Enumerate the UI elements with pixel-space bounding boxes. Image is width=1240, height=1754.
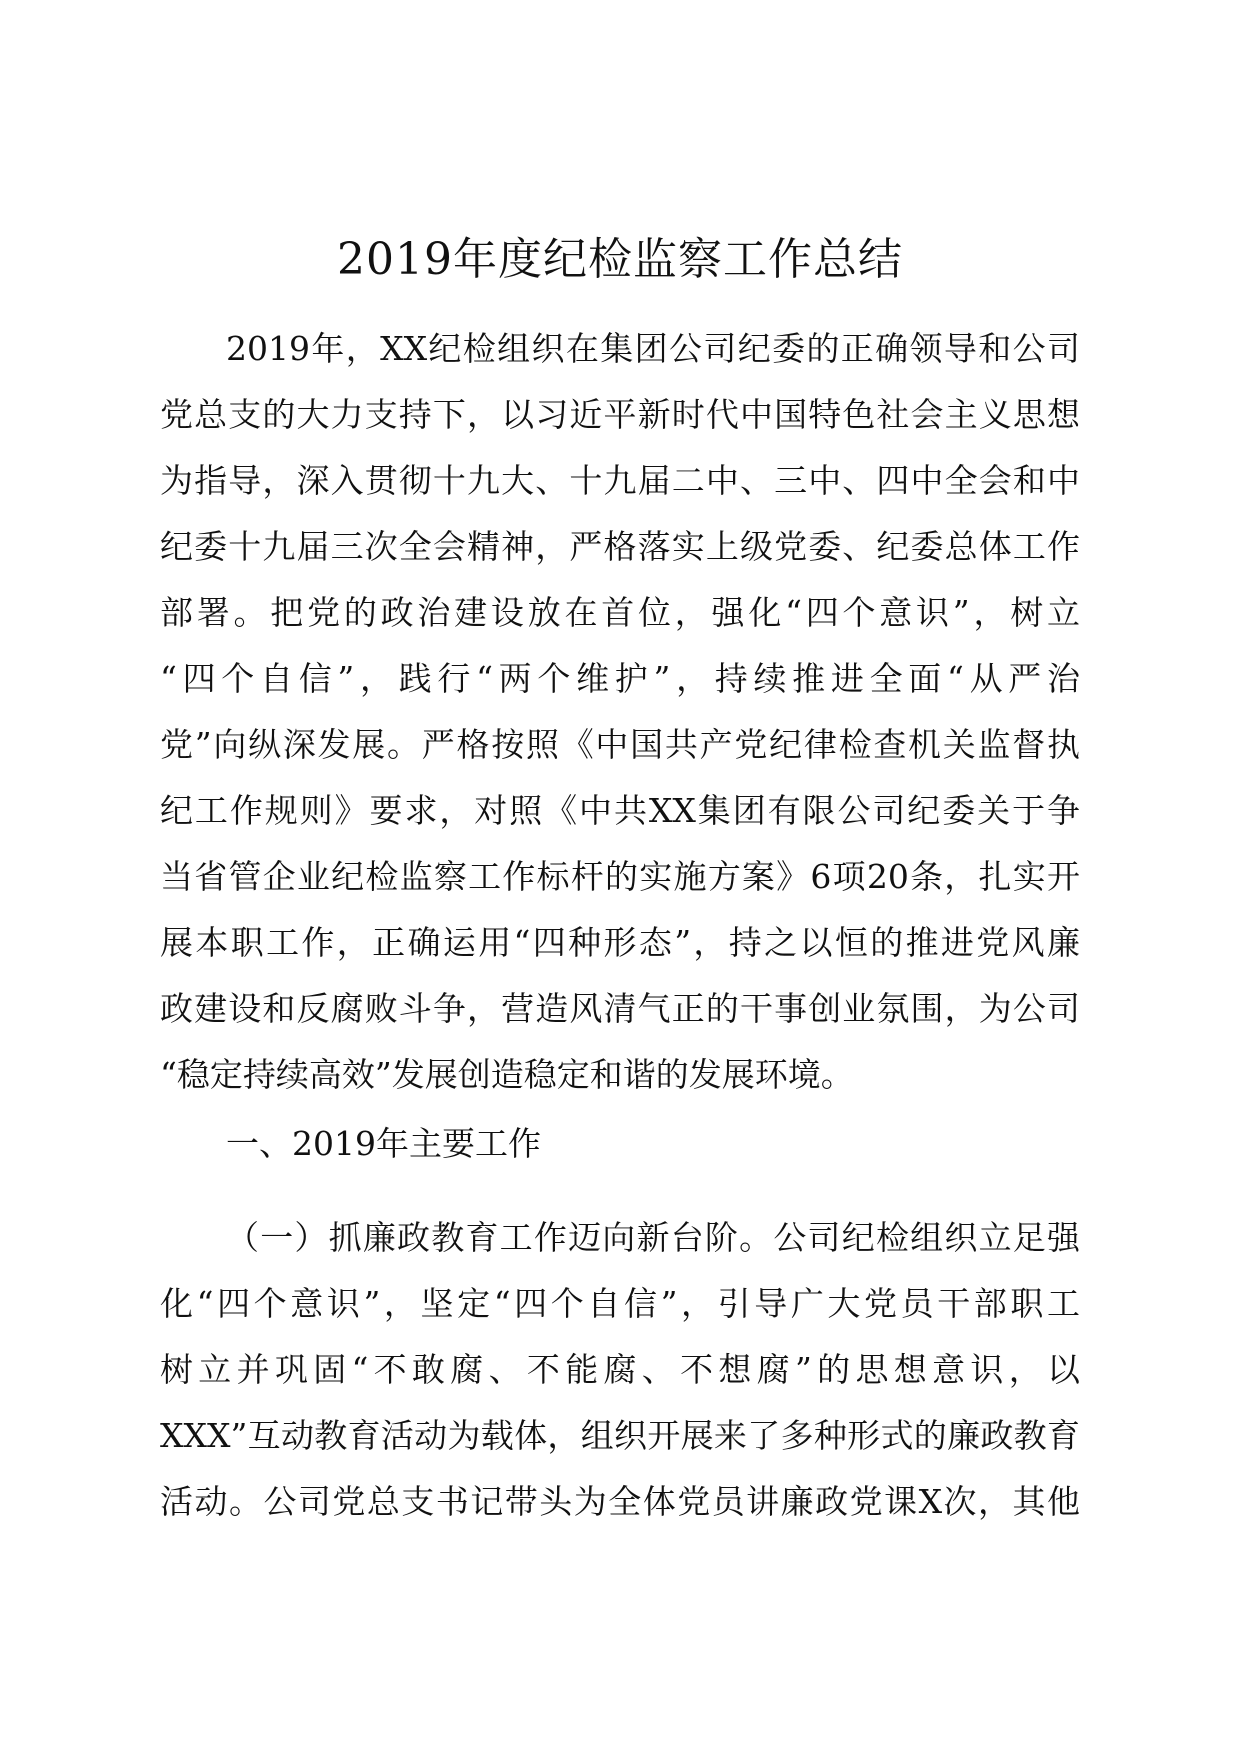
document-title: 2019年度纪检监察工作总结: [337, 234, 903, 285]
paragraph-line: 纪工作规则》要求，对照《中共XX集团有限公司纪委关于争: [160, 791, 1080, 830]
paragraph-line: （一）抓廉政教育工作迈向新台阶。公司纪检组织立足强: [226, 1218, 1080, 1257]
section-heading: 一、2019年主要工作: [226, 1124, 541, 1163]
paragraph-line: “稳定持续高效”发展创造稳定和谐的发展环境。: [160, 1055, 854, 1094]
paragraph-line: 2019年，XX纪检组织在集团公司纪委的正确领导和公司: [226, 329, 1080, 368]
paragraph-line: 展本职工作，正确运用“四种形态”，持之以恒的推进党风廉: [160, 923, 1080, 962]
paragraph-line: 党”向纵深发展。严格按照《中国共产党纪律检查机关监督执: [160, 725, 1080, 764]
paragraph-line: 部署。把党的政治建设放在首位，强化“四个意识”，树立: [160, 593, 1080, 632]
paragraph-line: 党总支的大力支持下，以习近平新时代中国特色社会主义思想: [160, 395, 1080, 434]
paragraph-line: 纪委十九届三次全会精神，严格落实上级党委、纪委总体工作: [160, 527, 1080, 566]
paragraph-line: 活动。公司党总支书记带头为全体党员讲廉政党课X次，其他: [160, 1482, 1080, 1521]
paragraph-line: XXX”互动教育活动为载体，组织开展来了多种形式的廉政教育: [160, 1416, 1080, 1455]
paragraph-line: 政建设和反腐败斗争，营造风清气正的干事创业氛围，为公司: [160, 989, 1080, 1028]
paragraph-line: “四个自信”，践行“两个维护”，持续推进全面“从严治: [160, 659, 1080, 698]
paragraph-intro: [160, 316, 1080, 1108]
paragraph-line: 为指导，深入贯彻十九大、十九届二中、三中、四中全会和中: [160, 461, 1080, 500]
paragraph-line: 化“四个意识”，坚定“四个自信”，引导广大党员干部职工: [160, 1284, 1080, 1323]
paragraph-section-1: [160, 1205, 1080, 1535]
paragraph-line: 当省管企业纪检监察工作标杆的实施方案》6项20条，扎实开: [160, 857, 1080, 896]
paragraph-line: 树立并巩固“不敢腐、不能腐、不想腐”的思想意识，以: [160, 1350, 1080, 1389]
